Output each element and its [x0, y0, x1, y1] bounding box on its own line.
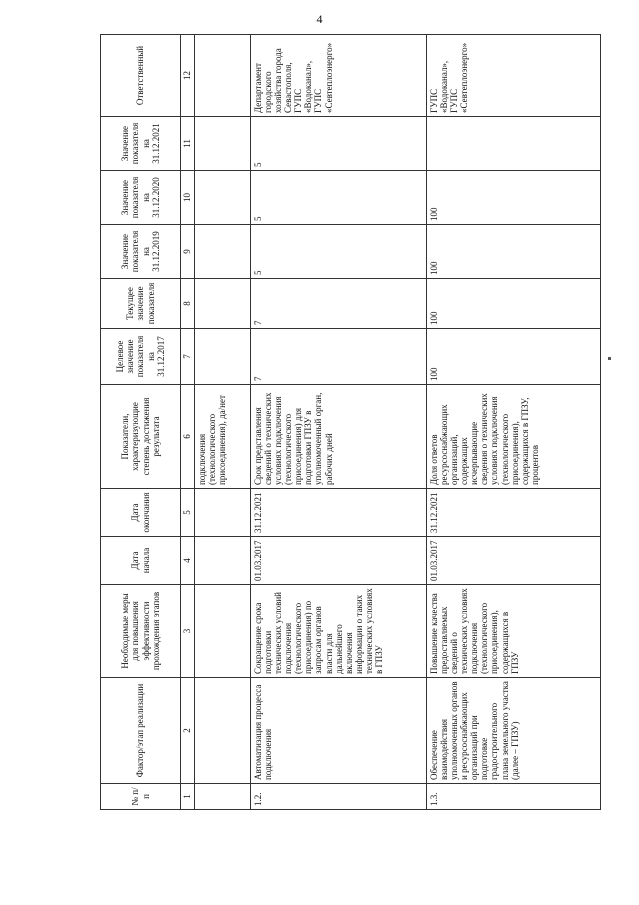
header-cell: Необходимые меры для повышения эффективности прохождения этапов — [101, 585, 181, 678]
row-end-date: 31.12.2021 — [251, 489, 427, 537]
rotated-table-container — [100, 35, 600, 810]
row-value-2020: 100 — [427, 171, 601, 225]
table-row — [195, 35, 251, 810]
row-start-date: 01.03.2017 — [251, 537, 427, 585]
row-target: 7 — [251, 329, 427, 385]
row-end-date — [195, 489, 251, 537]
table-row — [427, 35, 601, 810]
row-current: 100 — [427, 279, 601, 329]
row-target: 100 — [427, 329, 601, 385]
row-responsible: ГУПС «Водоканал», ГУПС «Севтеплоэнерго» — [427, 35, 601, 117]
column-number: 10 — [181, 171, 195, 225]
header-cell: Дата начала — [101, 537, 181, 585]
row-value-2020 — [195, 171, 251, 225]
row-indicator: Доля ответов ресурсоснабжающих организаций, содержащих исчерпывающие сведения о технических условиях подключения (технологического присоединения), содержащихся в ГПЗУ, процентов — [427, 385, 601, 489]
row-indicator: подключения (технологического присоединения), да/нет — [195, 385, 251, 489]
row-factor — [195, 678, 251, 784]
row-start-date — [195, 537, 251, 585]
header-cell: Ответственный — [101, 35, 181, 117]
header-cell: Дата окончания — [101, 489, 181, 537]
row-target — [195, 329, 251, 385]
column-number: 11 — [181, 117, 195, 171]
row-factor: Обеспечение взаимодействия уполномоченных органов и ресурсоснабжающих организаций при подготовке градостроительного плана земельного участка (далее – ГПЗУ) — [427, 678, 601, 784]
rotated-table-inner — [100, 35, 600, 810]
row-end-date: 31.12.2021 — [427, 489, 601, 537]
header-row — [101, 35, 181, 810]
row-responsible: Департамент городского хозяйства города Севастополя, ГУПС «Водоканал», ГУПС «Севтеплоэнерго» — [251, 35, 427, 117]
scan-mark — [608, 357, 611, 360]
header-cell: Целевое значение показателя на 31.12.2017 — [101, 329, 181, 385]
row-value-2019 — [195, 225, 251, 279]
row-value-2020: 5 — [251, 171, 427, 225]
row-responsible — [195, 35, 251, 117]
column-number: 3 — [181, 585, 195, 678]
header-cell: Текущее значение показателя — [101, 279, 181, 329]
row-num: 1.2. — [251, 784, 427, 810]
header-cell: Значение показателя на 31.12.2019 — [101, 225, 181, 279]
row-num — [195, 784, 251, 810]
header-cell: № п/п — [101, 784, 181, 810]
header-cell: Фактор/этап реализации — [101, 678, 181, 784]
row-current — [195, 279, 251, 329]
row-start-date: 01.03.2017 — [427, 537, 601, 585]
table-row — [251, 35, 427, 810]
row-value-2019: 100 — [427, 225, 601, 279]
column-number: 1 — [181, 784, 195, 810]
row-measures: Повышение качества предоставляемых сведений о технических условиях подключения (технологического присоединения), содержащихся в ГПЗУ — [427, 585, 601, 678]
header-cell: Значение показателя на 31.12.2021 — [101, 117, 181, 171]
row-current: 7 — [251, 279, 427, 329]
column-number: 5 — [181, 489, 195, 537]
row-measures — [195, 585, 251, 678]
row-measures: Сокращение срока подготовки технических условий подключения (технологического присоединения) по запросам органов власти для дальнейшего включения информации о таких технических условиях в ГПЗУ — [251, 585, 427, 678]
row-value-2021 — [427, 117, 601, 171]
row-indicator: Срок представления сведений о технических условиях подключения (технологического присоединения) для подготовки ГПЗУ в уполномоченный орган, рабочих дней — [251, 385, 427, 489]
column-number: 7 — [181, 329, 195, 385]
measures-table — [100, 34, 601, 810]
column-number: 6 — [181, 385, 195, 489]
row-value-2021: 5 — [251, 117, 427, 171]
column-number: 2 — [181, 678, 195, 784]
column-number: 9 — [181, 225, 195, 279]
row-factor: Автоматизация процесса подключения — [251, 678, 427, 784]
header-cell: Показатели, характеризующие степень достижения результата — [101, 385, 181, 489]
header-cell: Значение показателя на 31.12.2020 — [101, 171, 181, 225]
column-number: 12 — [181, 35, 195, 117]
row-num: 1.3. — [427, 784, 601, 810]
row-value-2019: 5 — [251, 225, 427, 279]
column-number: 4 — [181, 537, 195, 585]
column-number-row — [181, 35, 195, 810]
row-value-2021 — [195, 117, 251, 171]
column-number: 8 — [181, 279, 195, 329]
page-number: 4 — [316, 12, 323, 26]
